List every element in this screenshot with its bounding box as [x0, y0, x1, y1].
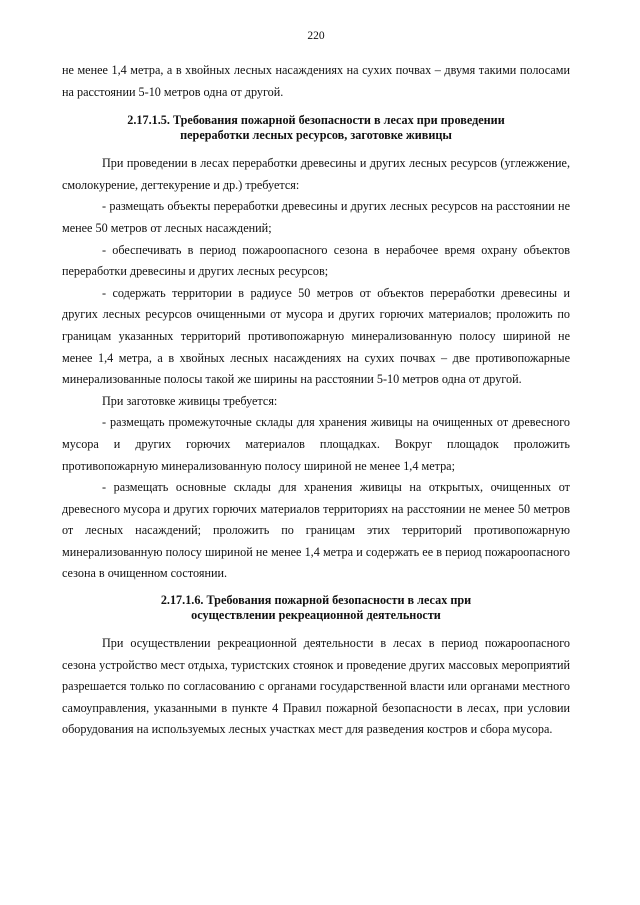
list-item: - размещать объекты переработки древесины и других лесных ресурсов на расстоянии не менее 50 метров от лесных насаждений; — [62, 199, 570, 235]
paragraph: При заготовке живицы требуется: — [102, 393, 278, 408]
list-item: - обеспечивать в период пожароопасного сезона в нерабочее время охрану объектов переработки древесины и других лесных ресурсов; — [62, 242, 570, 279]
page-number: 220 — [307, 30, 325, 42]
section-heading-line: переработки лесных ресурсов, заготовке живицы — [180, 128, 452, 143]
paragraph: При осуществлении рекреационной деятельности в лесах в период пожароопасного сезона устройство мест отдыха, туристских стоянок и проведение других массовых мероприятий разрешается только по согласованию с органами государственной власти или органами местного самоуправления, указанными в пункте 4 Правил пожарной безопасности в лесах, при условии оборудования на используемых лесных участках мест для разведения костров и сбора мусора. — [62, 636, 570, 737]
section-heading-line: осуществлении рекреационной деятельности — [191, 608, 441, 623]
document-body — [62, 60, 570, 741]
list-item: - размещать основные склады для хранения живицы на открытых, очищенных от древесного мусора и других горючих материалов территориях на расстоянии не менее 50 метров от лесных насаждений; проложить по границам этих территорий противопожарную минерализованную полосу шириной не менее 1,4 метра и содержать ее в период пожароопасного сезона в очищенном состоянии. — [62, 480, 570, 581]
list-item: - размещать промежуточные склады для хранения живицы на очищенных от древесного мусора и других горючих материалов площадках. Вокруг площадок проложить противопожарную минерализованную полосу шириной не менее 1,4 метра; — [62, 415, 570, 473]
section-heading-line: 2.17.1.5. Требования пожарной безопасности в лесах при проведении — [127, 113, 505, 128]
section-heading-2-17-1-6 — [62, 593, 570, 623]
list-item: - содержать территории в радиусе 50 метров от объектов переработки древесины и других лесных ресурсов очищенными от мусора и других горючих материалов; проложить по границам указанных территорий противопожарную минерализованную полосу шириной не менее 1,4 метра, а в хвойных лесных насаждениях на сухих почвах – две противопожарные минерализованные полосы такой же ширины на расстоянии 5-10 метров одна от другой. — [62, 285, 570, 387]
section-heading-line: 2.17.1.6. Требования пожарной безопасности в лесах при — [160, 593, 472, 608]
paragraph: При проведении в лесах переработки древесины и других лесных ресурсов (углежжение, смолокурение, дегтекурение и др.) требуется: — [62, 156, 570, 192]
section-heading-2-17-1-5 — [62, 113, 570, 143]
intro-paragraph: не менее 1,4 метра, а в хвойных лесных насаждениях на сухих почвах – двумя такими полосами на расстоянии 5-10 метров одна от другой. — [62, 63, 570, 99]
